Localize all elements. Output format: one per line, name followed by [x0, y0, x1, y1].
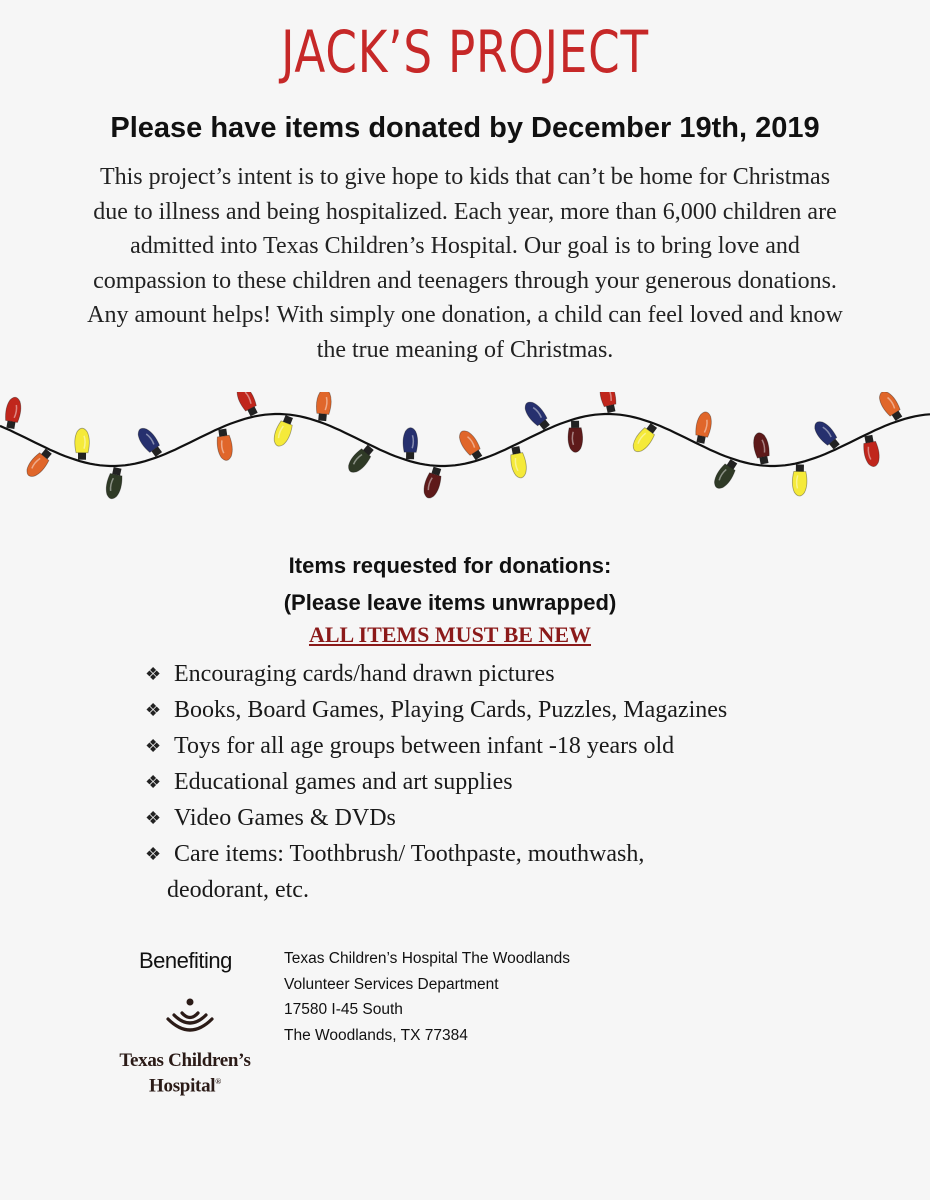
diamond-bullet-icon: ❖ [145, 772, 162, 792]
list-item-text: Toys for all age groups between infant -18 years old [174, 733, 675, 759]
christmas-bulb-icon [568, 421, 583, 453]
logo-text-line: Texas Children’s [119, 1050, 251, 1071]
list-item [145, 728, 905, 764]
christmas-bulb-icon [792, 464, 807, 496]
page-title: JACK’S PROJECT [281, 18, 649, 86]
intro-line: admitted into Texas Children’s Hospital. Our goal is to bring love and [130, 233, 800, 259]
christmas-bulb-icon [711, 457, 740, 491]
christmas-bulb-icon [456, 428, 485, 462]
christmas-bulb-icon [811, 418, 842, 451]
list-item-text: Encouraging cards/hand drawn pictures [174, 661, 555, 687]
christmas-bulb-icon [421, 466, 444, 500]
list-item-text: Care items: Toothbrush/ Toothpaste, mouthwash, [174, 841, 645, 867]
address-line: Texas Children’s Hospital The Woodlands [284, 950, 571, 967]
christmas-bulb-icon [508, 445, 528, 479]
christmas-bulb-icon [271, 414, 296, 449]
registered-mark: ® [215, 1077, 221, 1086]
christmas-bulb-icon [315, 392, 332, 421]
christmas-bulb-icon [876, 392, 905, 423]
address-line: 17580 I-45 South [284, 1001, 403, 1018]
list-item [145, 764, 905, 800]
christmas-bulb-icon [345, 443, 377, 476]
intro-line: This project’s intent is to give hope to kids that can’t be home for Christmas [99, 164, 831, 190]
christmas-bulb-icon [3, 396, 23, 430]
christmas-bulb-icon [23, 447, 54, 481]
list-item [145, 800, 905, 836]
intro-paragraph [0, 160, 930, 367]
list-item [145, 692, 905, 728]
list-item [145, 836, 905, 908]
christmas-bulb-icon [104, 466, 125, 500]
christmas-bulb-icon [75, 428, 90, 460]
address-line: The Woodlands, TX 77384 [284, 1026, 468, 1044]
list-item [145, 656, 905, 692]
list-item-text: Books, Board Games, Playing Cards, Puzzles, Magazines [174, 697, 728, 723]
diamond-bullet-icon: ❖ [145, 736, 162, 756]
logo-wordmark [110, 1050, 260, 1096]
christmas-bulb-icon [751, 431, 771, 465]
christmas-bulb-icon [521, 398, 552, 432]
christmas-bulb-icon [861, 434, 881, 468]
intro-line: the true meaning of Christmas. [316, 336, 614, 363]
christmas-bulb-icon [629, 421, 659, 455]
list-item-text: Educational games and art supplies [174, 769, 513, 795]
list-item-continuation: deodorant, etc. [167, 877, 309, 903]
donation-items-list [145, 656, 905, 908]
christmas-bulb-icon [403, 428, 418, 460]
intro-line: due to illness and being hospitalized. Each year, more than 6,000 children are [93, 198, 837, 225]
requested-items-heading: Items requested for donations: [288, 553, 612, 578]
christmas-bulb-icon [693, 411, 713, 445]
unwrapped-note: (Please leave items unwrapped) [283, 590, 617, 615]
christmas-bulb-icon [215, 428, 234, 461]
christmas-bulb-icon [134, 425, 164, 459]
diamond-bullet-icon: ❖ [145, 664, 162, 684]
address-block [284, 946, 570, 1048]
logo-text-line: Hospital® [149, 1075, 221, 1097]
intro-line: Any amount helps! With simply one donation, a child can feel loved and know [87, 302, 843, 328]
diamond-bullet-icon: ❖ [145, 844, 162, 864]
christmas-lights-illustration [0, 392, 930, 507]
address-line: Volunteer Services Department [284, 975, 499, 993]
christmas-bulb-icon [233, 392, 260, 418]
deadline-heading: Please have items donated by December 19th, 2019 [110, 112, 820, 144]
benefiting-label: Benefiting [139, 948, 232, 973]
christmas-bulb-icon [598, 392, 619, 414]
diamond-bullet-icon: ❖ [145, 700, 162, 720]
intro-line: compassion to these children and teenagers through your generous donations. [93, 267, 837, 294]
diamond-bullet-icon: ❖ [145, 808, 162, 828]
list-item-text: Video Games & DVDs [174, 805, 396, 831]
must-be-new-notice: ALL ITEMS MUST BE NEW [308, 622, 591, 647]
